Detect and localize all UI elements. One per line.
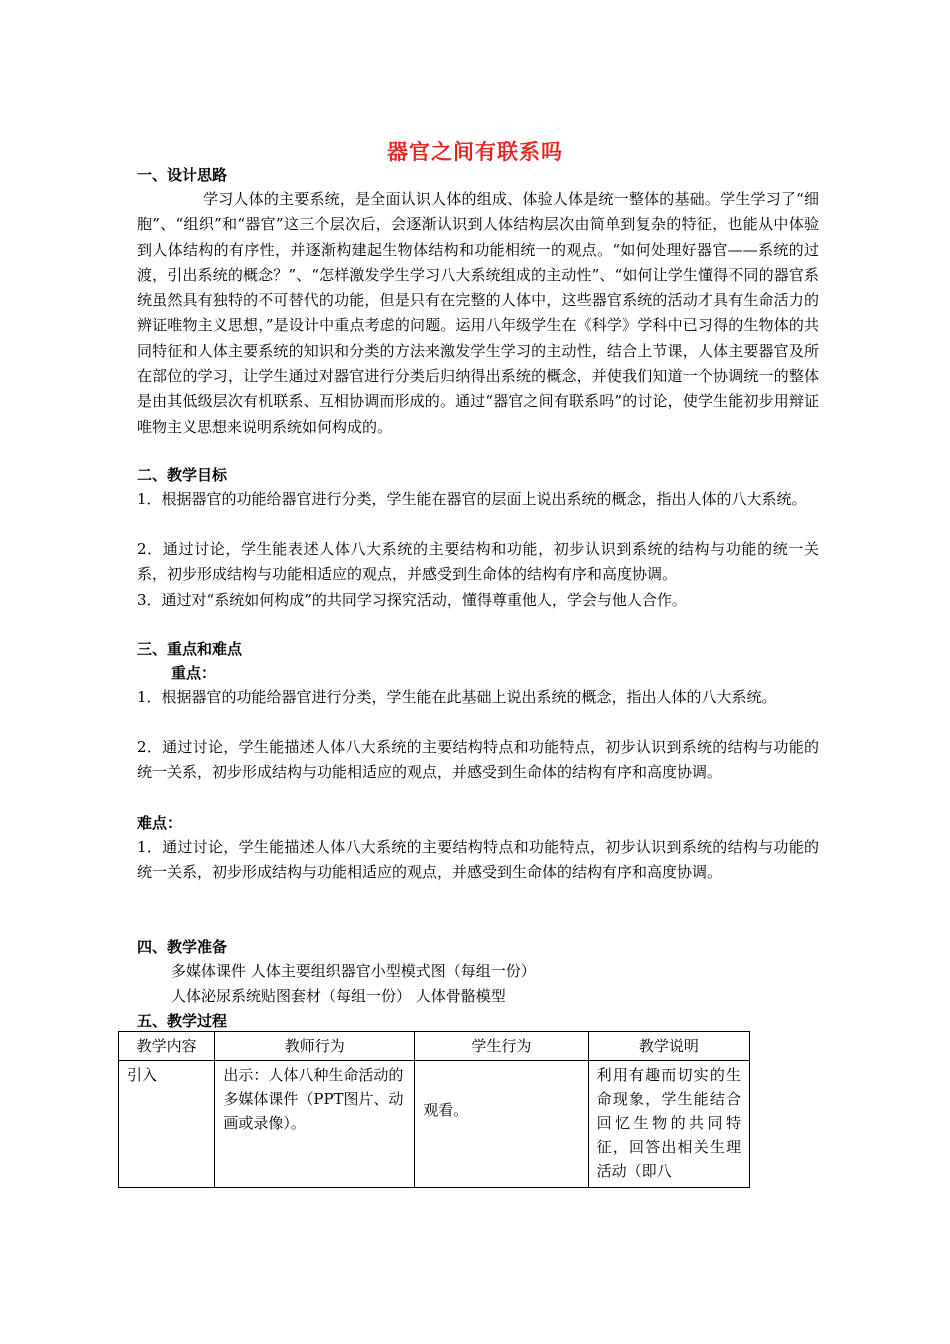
section-heading-key-points: 三、重点和难点 [137,640,243,658]
design-paragraph: 学习人体的主要系统，是全面认识人体的组成、体验人体是统一整体的基础。学生学习了“细胞”、“组织”和“器官”这三个层次后，会逐渐认识到人体结构层次由简单到复杂的特征，也能从中体验到人体结构的有序性，并逐渐构建起生物体结构和功能相统一的观点。“如何处理好器官——系统的过渡，引出系统的概念？”、“怎样激发学生学习八大系统组成的主动性”、“如何让学生懂得不同的器官系统虽然具有独特的不可替代的功能，但是只有在完整的人体中，这些器官系统的活动才具有生命活力的辨证唯物主义思想，”是设计中重点考虑的问题。运用八年级学生在《科学》学科中已习得的生物体的共同特征和人体主要系统的知识和分类的方法来激发学生学习的主动性，结合上节课，人体主要器官及所在部位的学习，让学生通过对器官进行分类后归纳得出系统的概念，并使我们知道一个协调统一的整体是由其低级层次有机联系、互相协调而形成的。通过“器官之间有联系吗”的讨论，使学生能初步用辩证唯物主义思想来说明系统如何构成的。 [137,190,819,436]
preparation-line: 人体泌尿系统贴图套材（每组一份） 人体骨骼模型 [171,987,506,1005]
section-heading-preparation: 四、教学准备 [137,938,228,956]
section-heading-goals: 二、教学目标 [137,466,228,484]
table-header-row [119,1032,750,1061]
table-cell-notes: 利用有趣而切实的生命现象，学生能结合回忆生物的共同特征，回答出相关生理活动（即八 [588,1061,749,1188]
table-cell-teacher: 出示：人体八种生命活动的多媒体课件（PPT图片、动画或录像）。 [215,1061,415,1188]
section-heading-design: 一、设计思路 [137,166,228,184]
table-row [119,1061,750,1188]
key-point-item: 2．通过讨论，学生能描述人体八大系统的主要结构特点和功能特点，初步认识到系统的结构与功能的统一关系，初步形成结构与功能相适应的观点，并感受到生命体的结构有序和高度协调。 [137,738,819,782]
difficult-point-label: 难点： [137,814,183,832]
key-point-item: 1．根据器官的功能给器官进行分类，学生能在此基础上说出系统的概念，指出人体的八大系统。 [137,688,777,706]
preparation-line: 多媒体课件 人体主要组织器官小型模式图（每组一份） [171,962,536,980]
table-header-cell: 教学说明 [588,1032,749,1061]
table-header-cell: 教学内容 [119,1032,215,1061]
table-header-cell: 教师行为 [215,1032,415,1061]
goal-item: 3．通过对“系统如何构成”的共同学习探究活动，懂得尊重他人，学会与他人合作。 [137,591,687,609]
difficult-point-item: 1．通过讨论，学生能描述人体八大系统的主要结构特点和功能特点，初步认识到系统的结构与功能的统一关系，初步形成结构与功能相适应的观点，并感受到生命体的结构有序和高度协调。 [137,838,819,882]
table-cell-content: 引入 [119,1061,215,1188]
document-title: 器官之间有联系吗 [387,140,563,164]
table-cell-student: 观看。 [415,1061,588,1188]
goal-item: 2．通过讨论，学生能表述人体八大系统的主要结构和功能，初步认识到系统的结构与功能的统一关系，初步形成结构与功能相适应的观点，并感受到生命体的结构有序和高度协调。 [137,540,819,584]
process-table [118,1031,750,1188]
key-point-label: 重点： [171,664,217,682]
section-heading-process: 五、教学过程 [137,1012,228,1030]
table-header-cell: 学生行为 [415,1032,588,1061]
goal-item: 1．根据器官的功能给器官进行分类，学生能在器官的层面上说出系统的概念，指出人体的八大系统。 [137,490,807,508]
